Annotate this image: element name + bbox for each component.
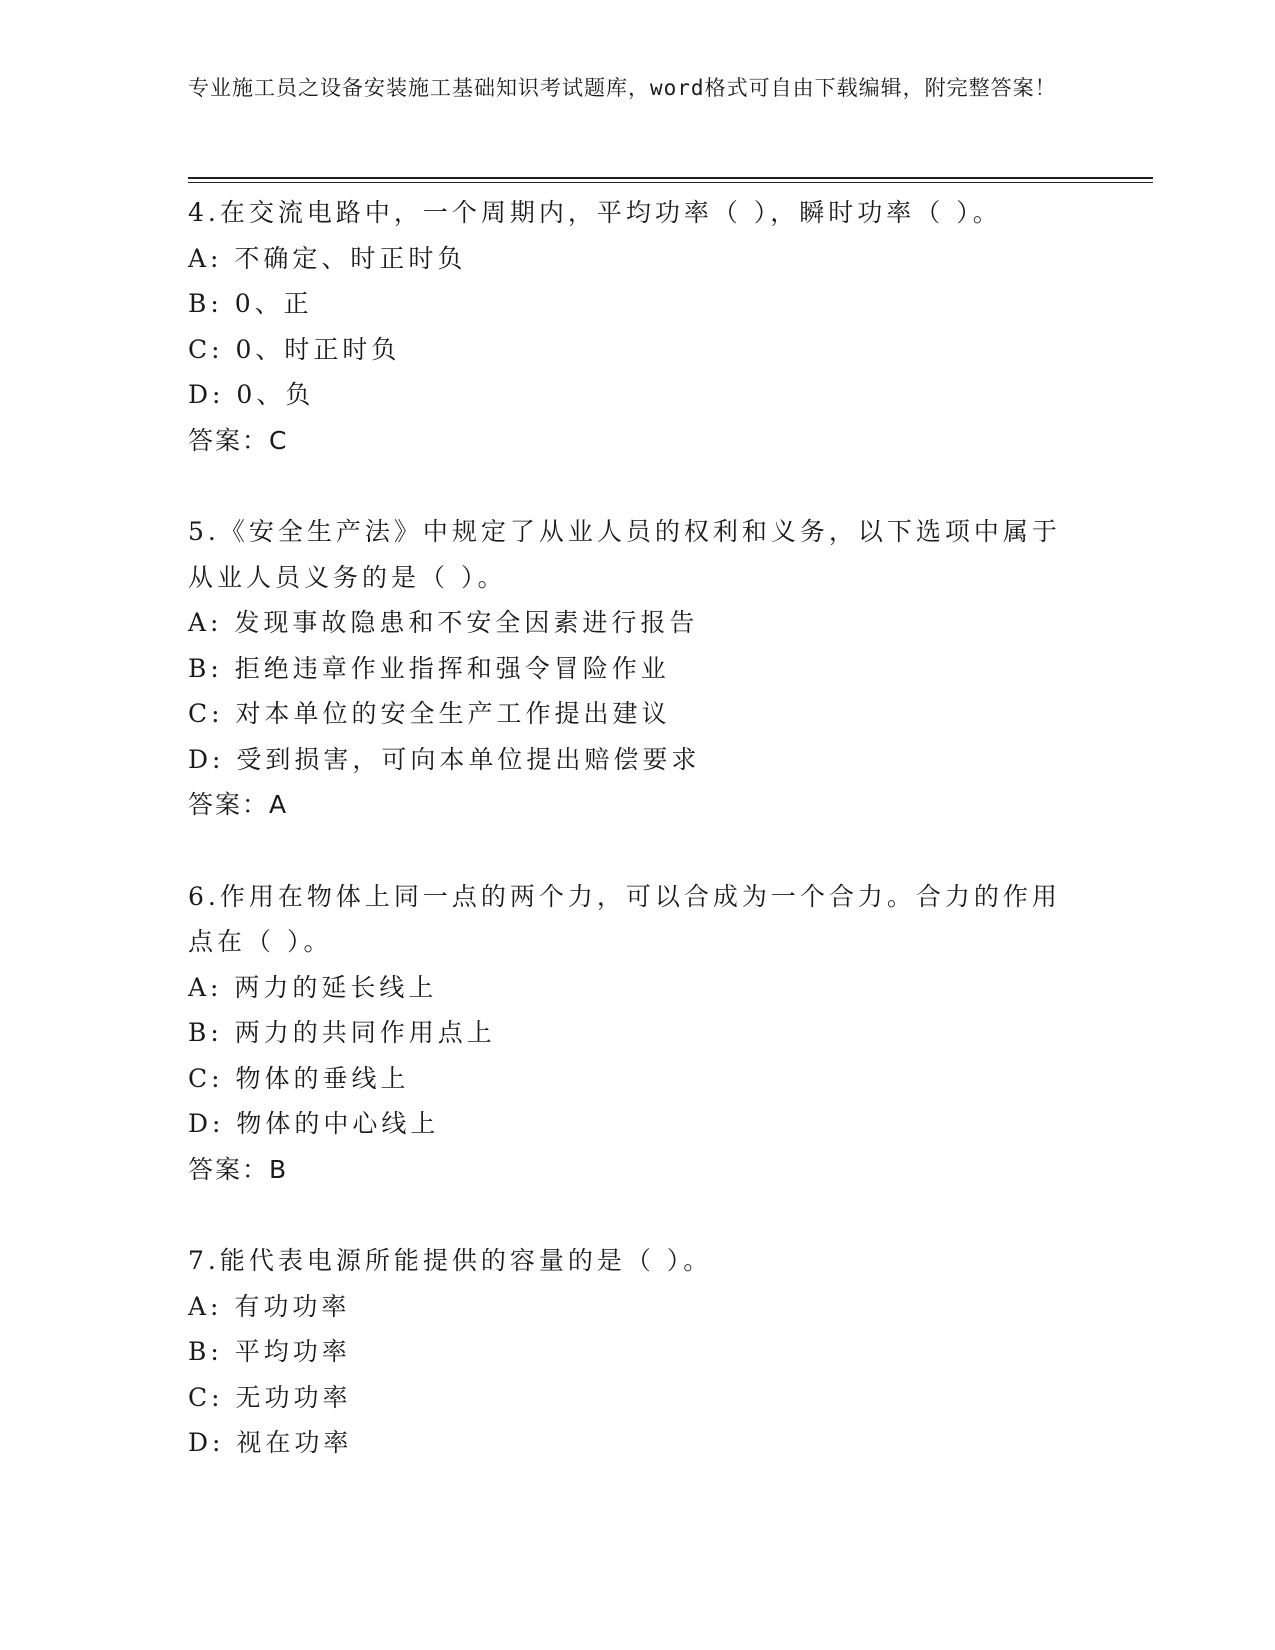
document-page	[188, 0, 1148, 1650]
option-d: D: 0、负	[188, 380, 315, 409]
question-stem: 4.在交流电路中，一个周期内，平均功率（ ），瞬时功率（ ）。	[188, 198, 1002, 227]
question-5	[188, 509, 1088, 828]
document-header: 专业施工员之设备安装施工基础知识考试题库，word格式可自由下载编辑，附完整答案！	[188, 76, 1057, 100]
question-stem: 7.能代表电源所能提供的容量的是（ ）。	[188, 1246, 713, 1275]
option-c: C: 0、时正时负	[188, 334, 401, 364]
option-a: A: 有功功率	[188, 1291, 351, 1321]
option-a: A: 两力的延长线上	[188, 972, 438, 1002]
option-a: A: 发现事故隐患和不安全因素进行报告	[188, 608, 699, 637]
option-d: D: 受到损害，可向本单位提出赔偿要求	[188, 744, 701, 774]
answer: 答案：B	[188, 1154, 289, 1184]
header-divider-thin	[188, 182, 1153, 183]
question-stem: 6.作用在物体上同一点的两个力，可以合成为一个合力。合力的作用点在（ ）。	[188, 881, 1061, 956]
question-7	[188, 1238, 1088, 1466]
option-c: C: 物体的垂线上	[188, 1063, 410, 1093]
option-c: C: 对本单位的安全生产工作提出建议	[188, 699, 671, 728]
question-stem: 5.《安全生产法》中规定了从业人员的权利和义务，以下选项中属于从业人员义务的是（ ）。	[188, 517, 1061, 592]
option-d: D: 视在功率	[188, 1428, 353, 1457]
option-a: A: 不确定、时正时负	[188, 243, 467, 273]
option-b: B: 平均功率	[188, 1337, 351, 1366]
option-c: C: 无功功率	[188, 1382, 352, 1412]
option-b: B: 拒绝违章作业指挥和强令冒险作业	[188, 653, 670, 683]
option-d: D: 物体的中心线上	[188, 1109, 440, 1138]
option-b: B: 两力的共同作用点上	[188, 1018, 496, 1047]
answer: 答案：C	[188, 425, 289, 455]
header-divider	[188, 177, 1153, 179]
question-list	[188, 190, 1088, 1512]
question-4	[188, 190, 1088, 463]
question-6	[188, 874, 1088, 1193]
option-b: B: 0、正	[188, 289, 313, 318]
answer: 答案：A	[188, 790, 289, 819]
